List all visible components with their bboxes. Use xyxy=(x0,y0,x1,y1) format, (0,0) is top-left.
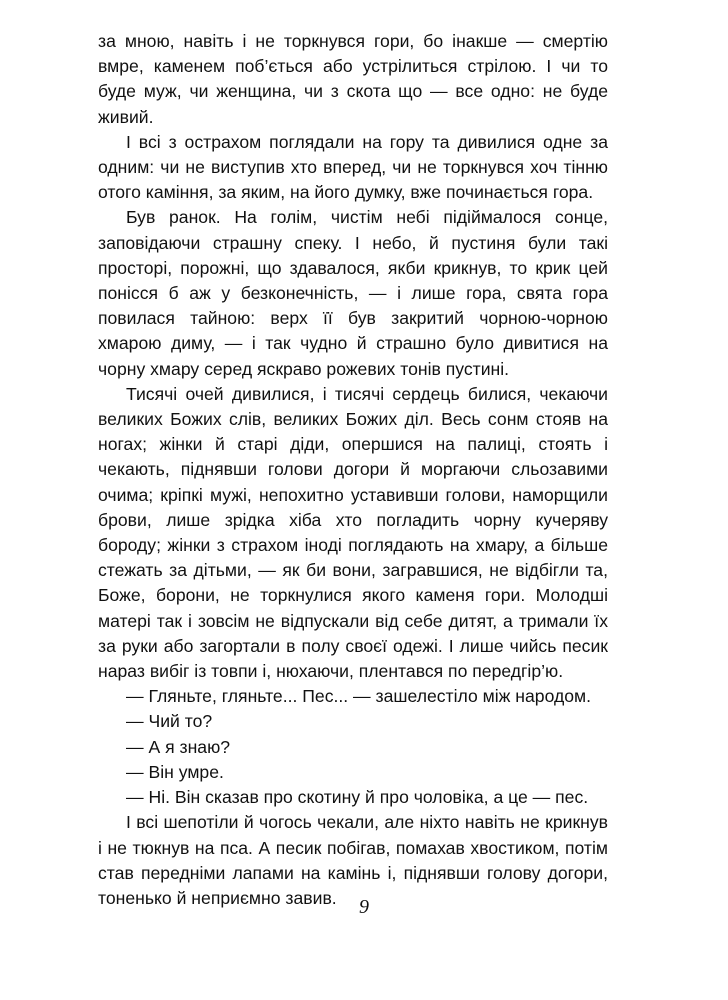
dialogue-line-2: — Чий то? xyxy=(126,711,213,732)
dialogue-line-5: — Ні. Він сказав про скотину й про чоловіка, а це — пес. xyxy=(126,787,589,808)
dialogue-line-4: — Він умре. xyxy=(126,761,224,782)
paragraph-final: І всі шепотіли й чогось чекали, але ніхто навіть не крикнув і не тюкнув на пса. А песик побігав, помахав хвостиком, потім став передніми лапами на камінь і, піднявши голову догори, тоненько й неприємно завив. xyxy=(98,812,608,908)
paragraph-3: Був ранок. На голім, чистім небі підіймалося сонце, заповідаючи страшну спеку. І небо, й пустиня були такі просторі, порожні, що здавалося, якби крикнув, то крик цей понісся б аж у безконечність, — і лише гора, свята гора повилася тайною: верх її був закритий чорною-чорною хмарою диму, — і так чудно й страшно було дивитися на чорну хмару серед яскраво рожевих тонів пустині. xyxy=(98,207,608,379)
dialogue-line-1: — Гляньте, гляньте... Пес... — зашелестіло між народом. xyxy=(126,686,592,707)
dialogue-line-3: — А я знаю? xyxy=(126,736,231,757)
paragraph-4: Тисячі очей дивилися, і тисячі сердець билися, чекаючи великих Божих слів, великих Божих діл. Весь сонм стояв на ногах; жінки й старі діди, опершися на палиці, стоять і чекають, піднявши голови догори й моргаючи сльозавими очима; кріпкі мужі, непохитно уставивши голови, наморщили брови, лише зрідка хіба хто погладить чорну кучеряву бороду; жінки з страхом іноді поглядають на хмару, а більше стежать за дітьми, — як би вони, загравшися, не відбігли та, Боже, борони, не торкнулися якого каменя гори. Молодші матері так і зовсім не відпускали від себе дитят, а тримали їх за руки або загортали в полу своєї одежі. І лише чийсь песик нараз вибіг із товпи і, нюхаючи, плентався по передгір’ю. xyxy=(98,383,608,682)
paragraph-1: за мною, навіть і не торкнувся гори, бо інакше — смертію вмре, каменем поб’ється або устрілиться стрілою. І чи то буде муж, чи женщина, чи з скота що — все одно: не буде живий. xyxy=(98,31,608,127)
page-number: 9 xyxy=(359,896,369,918)
paragraph-2: І всі з острахом поглядали на гору та дивилися одне за одним: чи не виступив хто вперед, чи не торкнувся хоч тінню отого каміння, за яким, на його думку, вже починається гора. xyxy=(98,131,608,203)
page-body xyxy=(98,29,608,911)
